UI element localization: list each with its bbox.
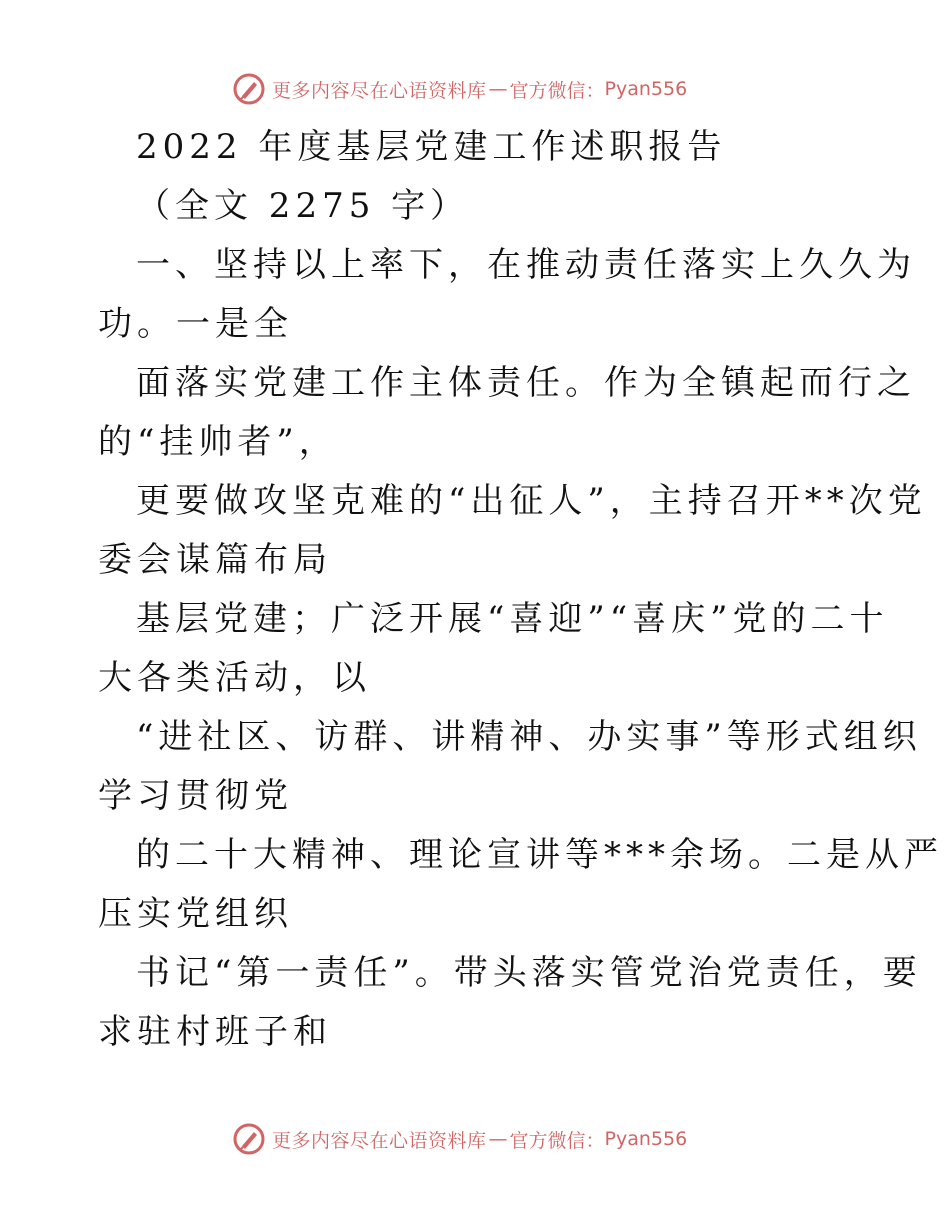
document-subtitle: （全文 2275 字） <box>136 186 470 226</box>
paragraph-line: 的“挂帅者”， <box>98 422 338 462</box>
document-title: 2022 年度基层党建工作述职报告 <box>136 127 727 167</box>
document-body <box>98 118 943 1062</box>
paragraph-line: 压实党组织 <box>98 894 293 934</box>
pen-seal-logo-icon <box>232 1122 266 1156</box>
watermark-dash: — <box>488 1128 508 1150</box>
footer-watermark <box>232 1122 687 1156</box>
watermark-wechat-id: Pyan556 <box>604 1128 688 1150</box>
paragraph-line: 学习贯彻党 <box>98 776 293 816</box>
paragraph-line: 面落实党建工作主体责任。作为全镇起而行之 <box>136 363 916 403</box>
watermark-label: 官方微信： <box>509 79 605 102</box>
paragraph-line: 一、坚持以上率下，在推动责任落实上久久为 <box>136 245 916 285</box>
paragraph-line: 书记“第一责任”。带头落实管党治党责任，要 <box>136 953 922 993</box>
paragraph-line: 求驻村班子和 <box>98 1012 332 1052</box>
watermark-label: 官方微信： <box>509 1129 605 1152</box>
watermark-dash: — <box>488 78 508 100</box>
paragraph-line: 基层党建；广泛开展“喜迎”“喜庆”党的二十 <box>136 599 889 639</box>
paragraph-line: 委会谋篇布局 <box>98 540 332 580</box>
watermark-text: 更多内容尽在心语资料库 <box>272 79 487 102</box>
paragraph-line: “进社区、访群、讲精神、办实事”等形式组织 <box>136 717 922 757</box>
pen-seal-logo-icon <box>232 72 266 106</box>
watermark-text: 更多内容尽在心语资料库 <box>272 1129 487 1152</box>
header-watermark <box>232 72 687 106</box>
watermark-wechat-id: Pyan556 <box>604 78 688 100</box>
paragraph-line: 大各类活动，以 <box>98 658 371 698</box>
paragraph-line: 功。一是全 <box>98 304 293 344</box>
paragraph-line: 的二十大精神、理论宣讲等***余场。二是从严 <box>136 835 943 875</box>
paragraph-line: 更要做攻坚克难的“出征人”，主持召开**次党 <box>136 481 927 521</box>
